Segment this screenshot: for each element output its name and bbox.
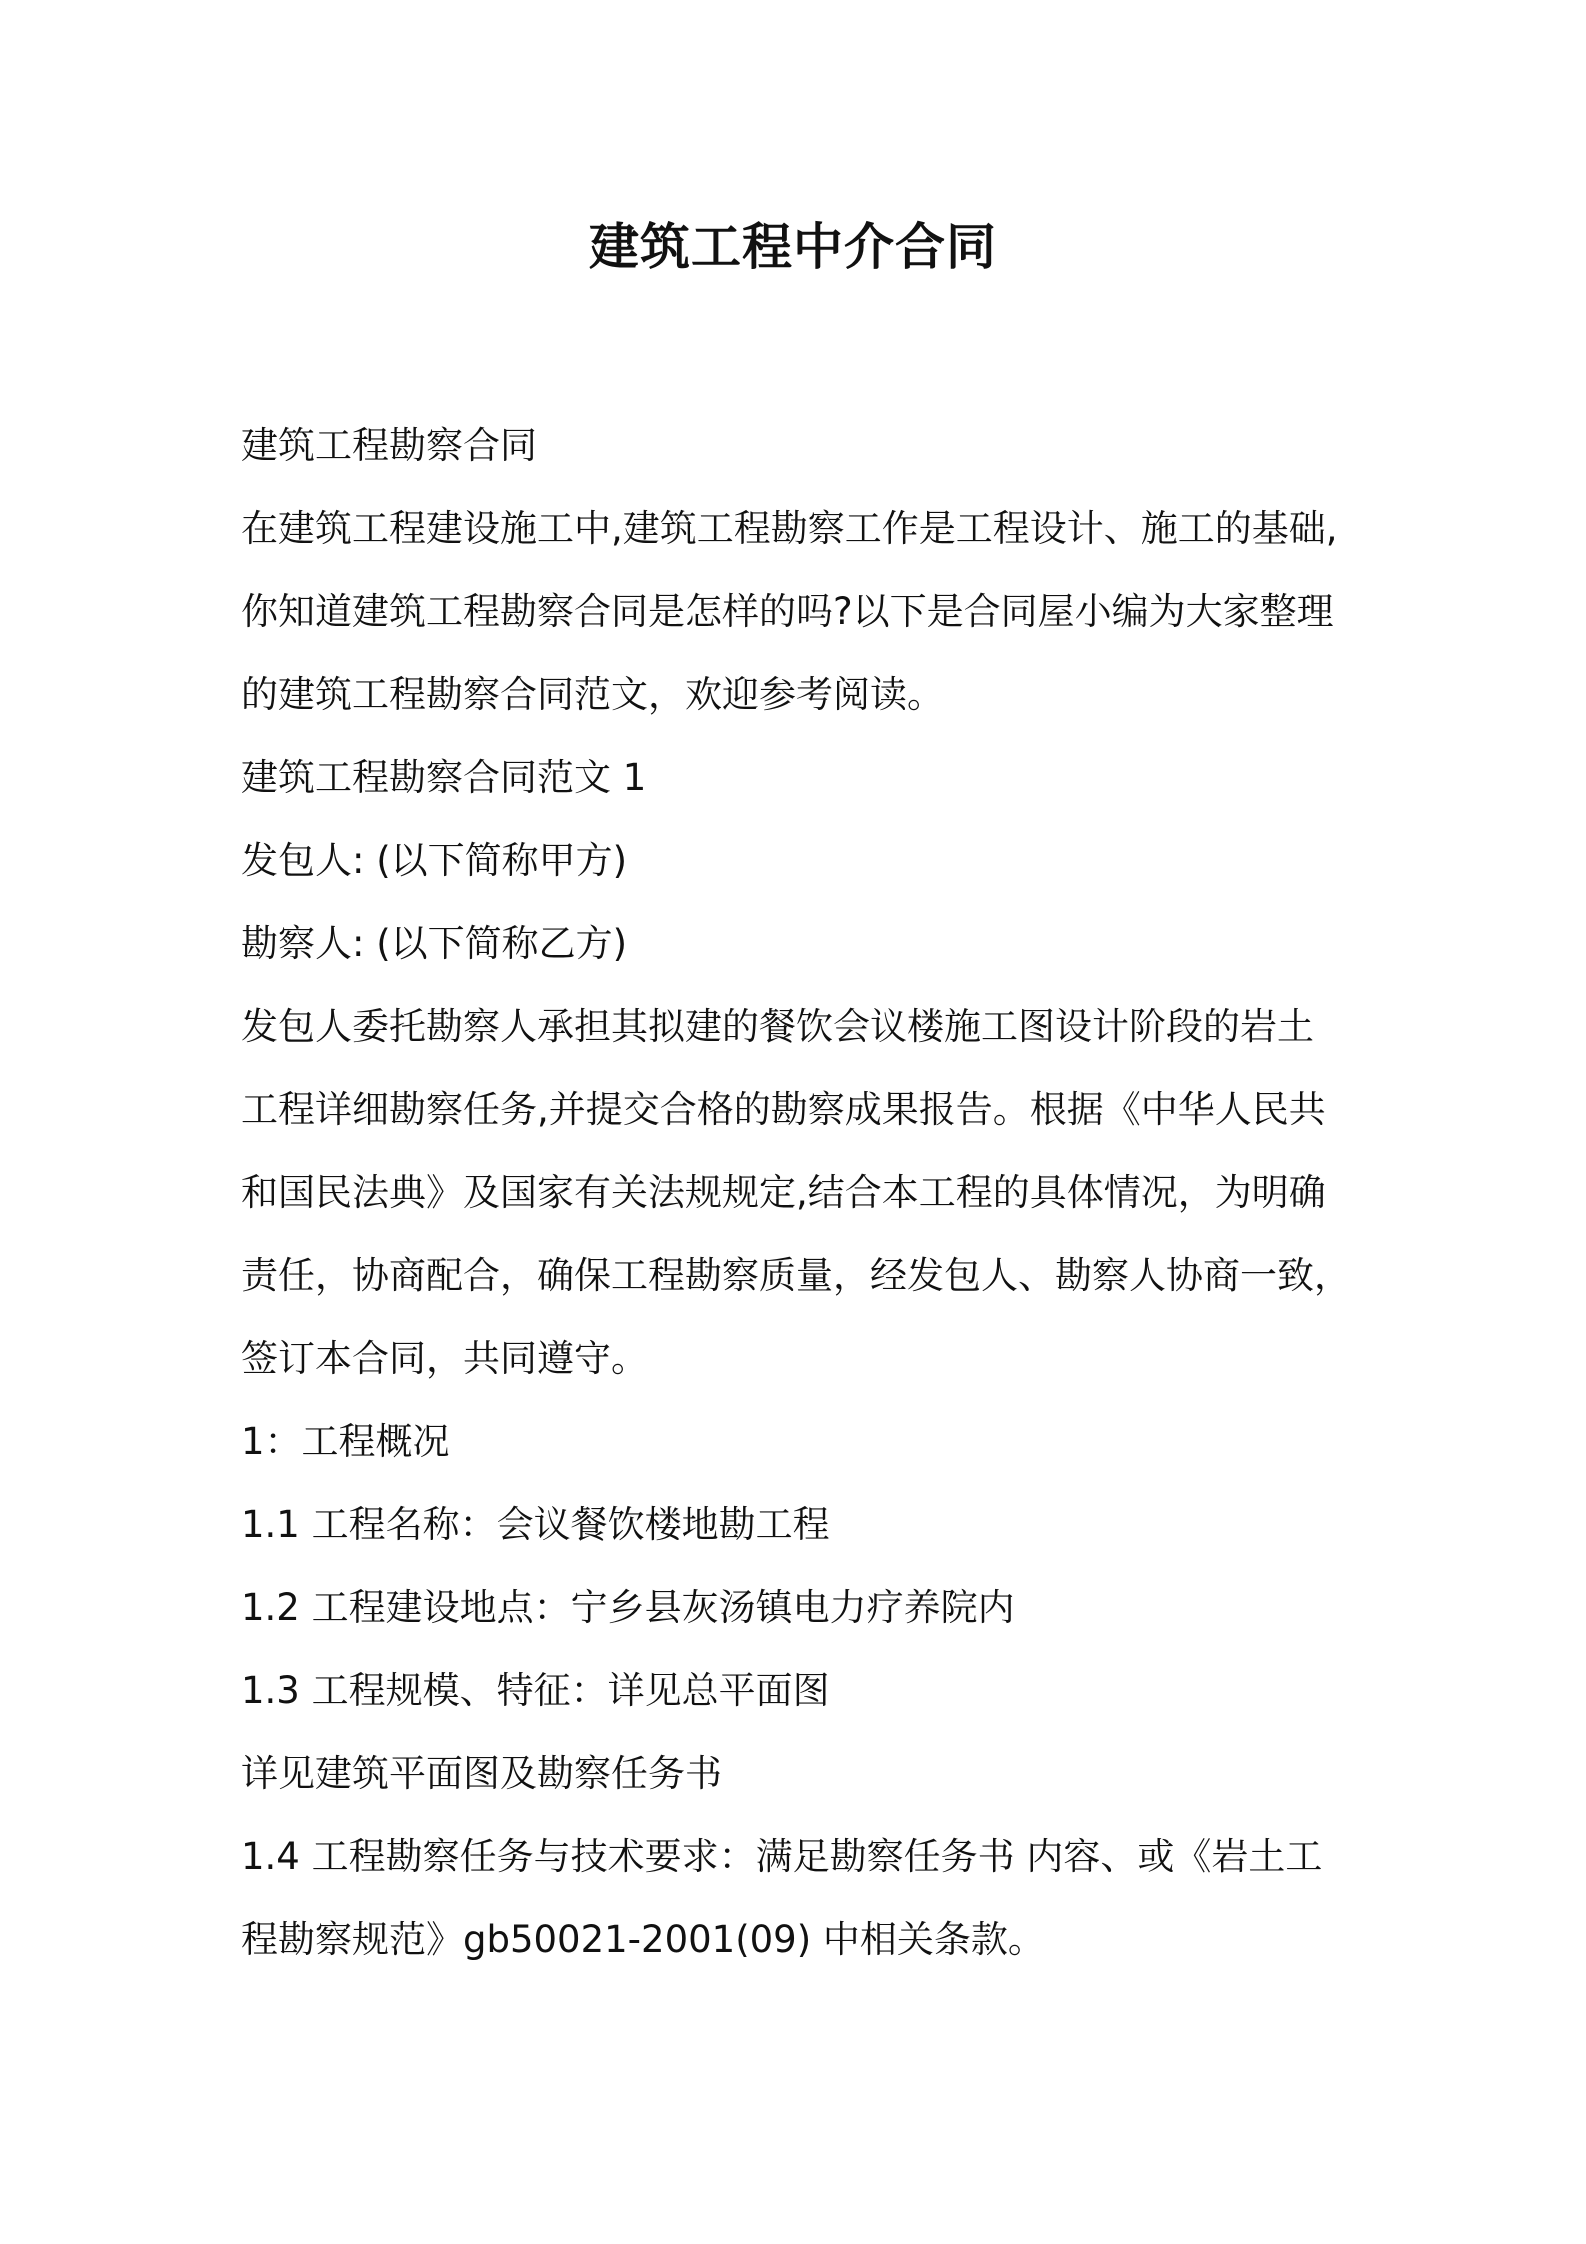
- party-surveyor: 勘察人: (以下简称乙方): [241, 922, 628, 965]
- body-line: 发包人委托勘察人承担其拟建的餐饮会议楼施工图设计阶段的岩土: [241, 1005, 1314, 1048]
- clause-item: 1.3 工程规模、特征：详见总平面图: [241, 1669, 830, 1712]
- body-line: 详见建筑平面图及勘察任务书: [241, 1752, 722, 1795]
- clause-heading: 1：工程概况: [241, 1420, 450, 1463]
- body-line: 你知道建筑工程勘察合同是怎样的吗?以下是合同屋小编为大家整理: [241, 590, 1334, 633]
- body-line: 工程详细勘察任务,并提交合格的勘察成果报告。根据《中华人民共: [241, 1088, 1326, 1131]
- party-employer: 发包人: (以下简称甲方): [241, 839, 628, 882]
- body-line: 在建筑工程建设施工中,建筑工程勘察工作是工程设计、施工的基础,: [241, 507, 1338, 550]
- body-line: 的建筑工程勘察合同范文，欢迎参考阅读。: [241, 673, 944, 716]
- document-title: 建筑工程中介合同: [589, 218, 997, 276]
- sample-heading: 建筑工程勘察合同范文 1: [241, 756, 647, 799]
- section-heading: 建筑工程勘察合同: [241, 424, 537, 467]
- body-line: 和国民法典》及国家有关法规规定,结合本工程的具体情况，为明确: [241, 1171, 1326, 1214]
- body-line: 程勘察规范》gb50021-2001(09) 中相关条款。: [241, 1918, 1045, 1961]
- body-line: 责任，协商配合，确保工程勘察质量，经发包人、勘察人协商一致，: [241, 1254, 1351, 1297]
- clause-item: 1.2 工程建设地点：宁乡县灰汤镇电力疗养院内: [241, 1586, 1015, 1629]
- document-body: [241, 404, 1361, 1981]
- clause-item: 1.4 工程勘察任务与技术要求：满足勘察任务书 内容、或《岩土工: [241, 1835, 1323, 1878]
- body-line: 签订本合同，共同遵守。: [241, 1337, 648, 1380]
- clause-item: 1.1 工程名称：会议餐饮楼地勘工程: [241, 1503, 830, 1546]
